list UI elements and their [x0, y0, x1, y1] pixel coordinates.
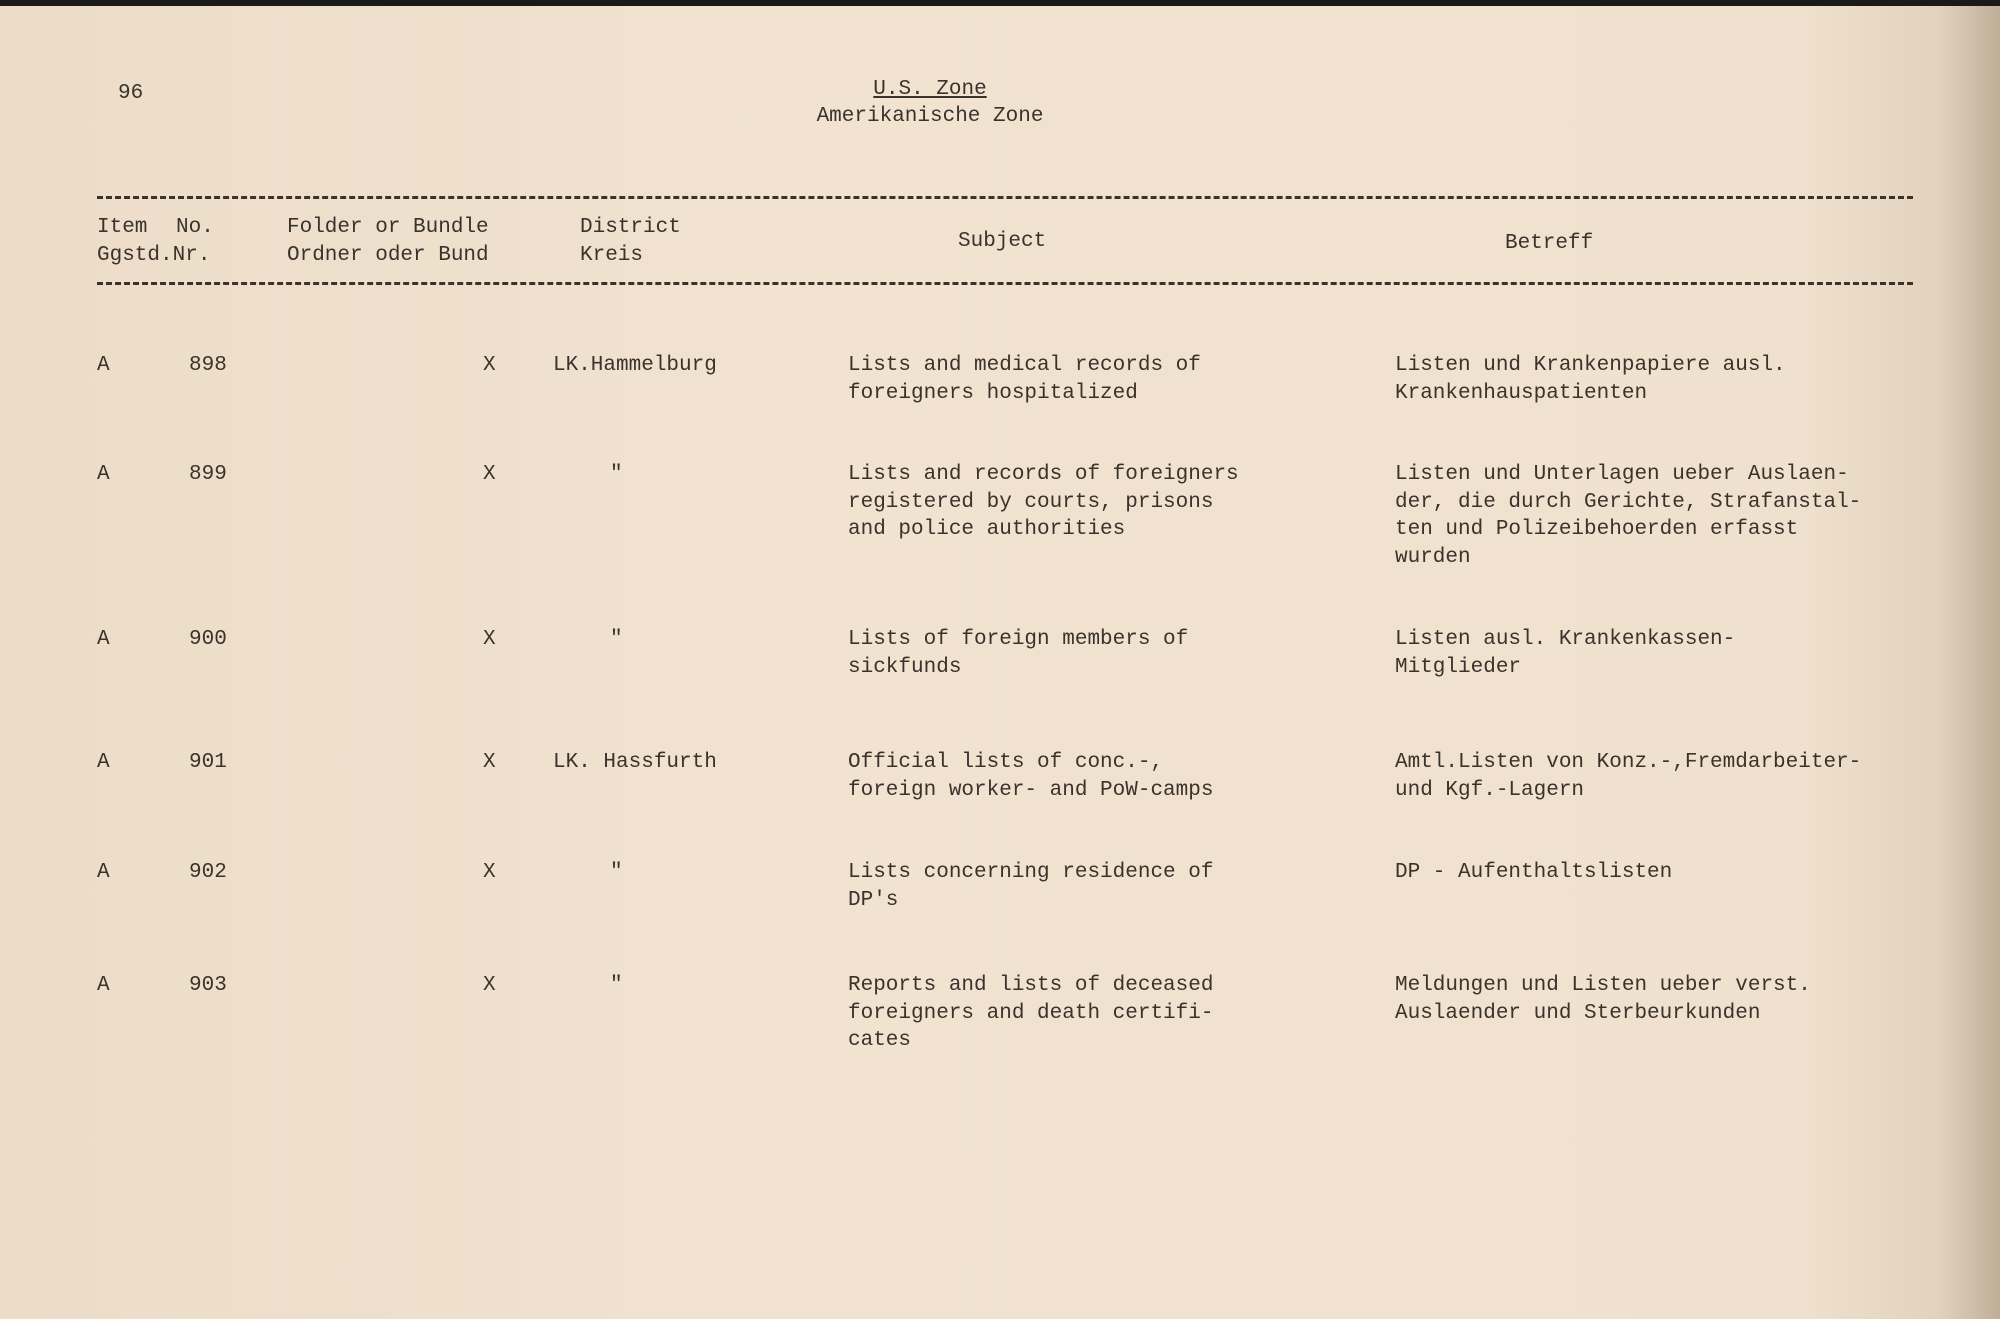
header-betreff: Betreff — [1505, 232, 1594, 255]
row-number: 903 — [189, 974, 227, 997]
row-subject: Official lists of conc.-, foreign worker- and PoW-camps — [848, 751, 1214, 802]
row-subject: Reports and lists of deceased foreigners and death certifi- cates — [848, 974, 1214, 1052]
header-subject: Subject — [958, 230, 1047, 253]
row-folder-mark: X — [483, 628, 496, 651]
row-betreff: Listen und Krankenpapiere ausl. Krankenhauspatienten — [1395, 354, 1786, 405]
row-item: A — [97, 751, 110, 774]
header-item-de: Ggstd.Nr. — [97, 244, 211, 267]
header-folder-de: Ordner oder Bund — [287, 244, 489, 267]
row-number: 900 — [189, 628, 227, 651]
row-folder-mark: X — [483, 463, 496, 486]
row-district: " — [610, 974, 623, 997]
row-folder-mark: X — [483, 751, 496, 774]
page-subtitle: Amerikanische Zone — [816, 105, 1044, 128]
row-subject: Lists of foreign members of sickfunds — [848, 628, 1189, 679]
row-betreff: Amtl.Listen von Konz.-,Fremdarbeiter- und Kgf.-Lagern — [1395, 751, 1862, 802]
row-betreff: DP - Aufenthaltslisten — [1395, 861, 1673, 884]
page-number: 96 — [118, 82, 144, 105]
row-item: A — [97, 354, 110, 377]
row-item: A — [97, 974, 110, 997]
row-folder-mark: X — [483, 974, 496, 997]
document-page — [0, 6, 2000, 1319]
row-folder-mark: X — [483, 861, 496, 884]
header-district: District — [580, 216, 681, 239]
row-betreff: Meldungen und Listen ueber verst. Auslaender und Sterbeurkunden — [1395, 974, 1811, 1025]
row-number: 899 — [189, 463, 227, 486]
row-number: 898 — [189, 354, 227, 377]
row-district: LK. Hassfurth — [553, 751, 717, 774]
row-subject: Lists concerning residence of DP's — [848, 861, 1214, 912]
row-item: A — [97, 861, 110, 884]
row-subject: Lists and medical records of foreigners hospitalized — [848, 354, 1201, 405]
header-district-de: Kreis — [580, 244, 644, 267]
header-item: Item — [97, 216, 148, 239]
row-folder-mark: X — [483, 354, 496, 377]
row-district: " — [610, 628, 623, 651]
header-folder: Folder or Bundle — [287, 216, 489, 239]
row-number: 902 — [189, 861, 227, 884]
row-betreff: Listen ausl. Krankenkassen- Mitglieder — [1395, 628, 1736, 679]
row-district: " — [610, 463, 623, 486]
row-district: " — [610, 861, 623, 884]
page-title: U.S. Zone — [873, 78, 987, 101]
header-rule-top — [97, 196, 1913, 199]
header-rule-bottom — [97, 282, 1913, 285]
row-number: 901 — [189, 751, 227, 774]
row-subject: Lists and records of foreigners registered by courts, prisons and police authorities — [848, 463, 1239, 541]
row-betreff: Listen und Unterlagen ueber Auslaen- der, die durch Gerichte, Strafanstal- ten und Polizeibehoerden erfasst wurden — [1395, 463, 1862, 569]
row-item: A — [97, 628, 110, 651]
row-district: LK.Hammelburg — [553, 354, 717, 377]
row-item: A — [97, 463, 110, 486]
header-no: No. — [176, 216, 214, 239]
